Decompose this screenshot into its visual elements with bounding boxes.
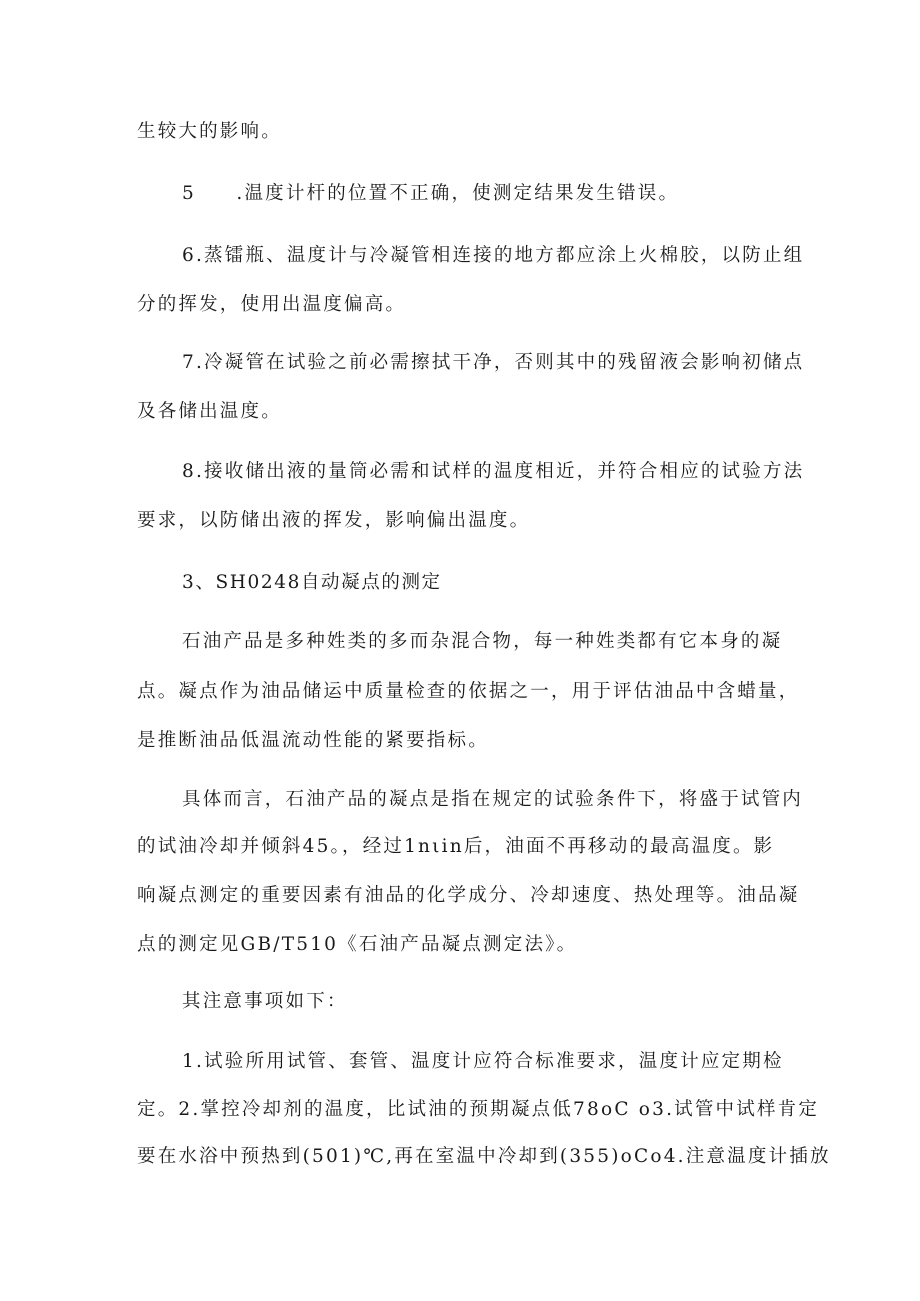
text-line: 8.接收储出液的量筒必需和试样的温度相近，并符合相应的试验方法 [182, 461, 805, 482]
text-line: 响凝点测定的重要因素有油品的化学成分、冷却速度、热处理等。油品凝 [137, 885, 800, 906]
text-line: 7.冷凝管在试验之前必需擦拭干净，否则其中的残留液会影响初储点 [182, 352, 805, 373]
text-line: 点的测定见GB/T510《石油产品凝点测定法》。 [137, 934, 578, 955]
text-line: 1.试验所用试管、套管、温度计应符合标准要求，温度计应定期检 [182, 1051, 784, 1072]
text-line: 石油产品是多种姓类的多而杂混合物，每一种姓类都有它本身的凝 [182, 631, 783, 652]
text-line: 要求，以防储出液的挥发，影响偏出温度。 [137, 510, 531, 531]
text-line: 具体而言，石油产品的凝点是指在规定的试验条件下，将盛于试管内 [182, 789, 804, 810]
text-line: 是推断油品低温流动性能的紧要指标。 [137, 730, 489, 751]
text-line: 生较大的影响。 [137, 121, 282, 142]
text-line: 其注意事项如下： [182, 991, 348, 1012]
text-line: 及各储出温度。 [137, 401, 282, 422]
text-line: 分的挥发，使用出温度偏高。 [137, 294, 407, 315]
text-line: 要在水浴中预热到(501)℃,再在室温中冷却到(355)oCo4.注意温度计插放 [137, 1146, 831, 1167]
text-line: 定。2.掌控冷却剂的温度，比试油的预期凝点低78oC o3.试管中试样肯定 [137, 1099, 820, 1120]
text-line: 6.蒸镭瓶、温度计与冷凝管相连接的地方都应涂上火棉胶，以防止组 [182, 245, 805, 266]
text-line: 点。凝点作为油品储运中质量检查的依据之一，用于评估油品中含蜡量， [137, 681, 800, 702]
text-line: 5 .温度计杆的位置不正确，使测定结果发生错误。 [182, 183, 680, 204]
section-heading: 3、SH0248自动凝点的测定 [182, 572, 442, 593]
text-line: 的试油冷却并倾斜45。，经过1nιin后，油面不再移动的最高温度。影 [137, 836, 775, 857]
